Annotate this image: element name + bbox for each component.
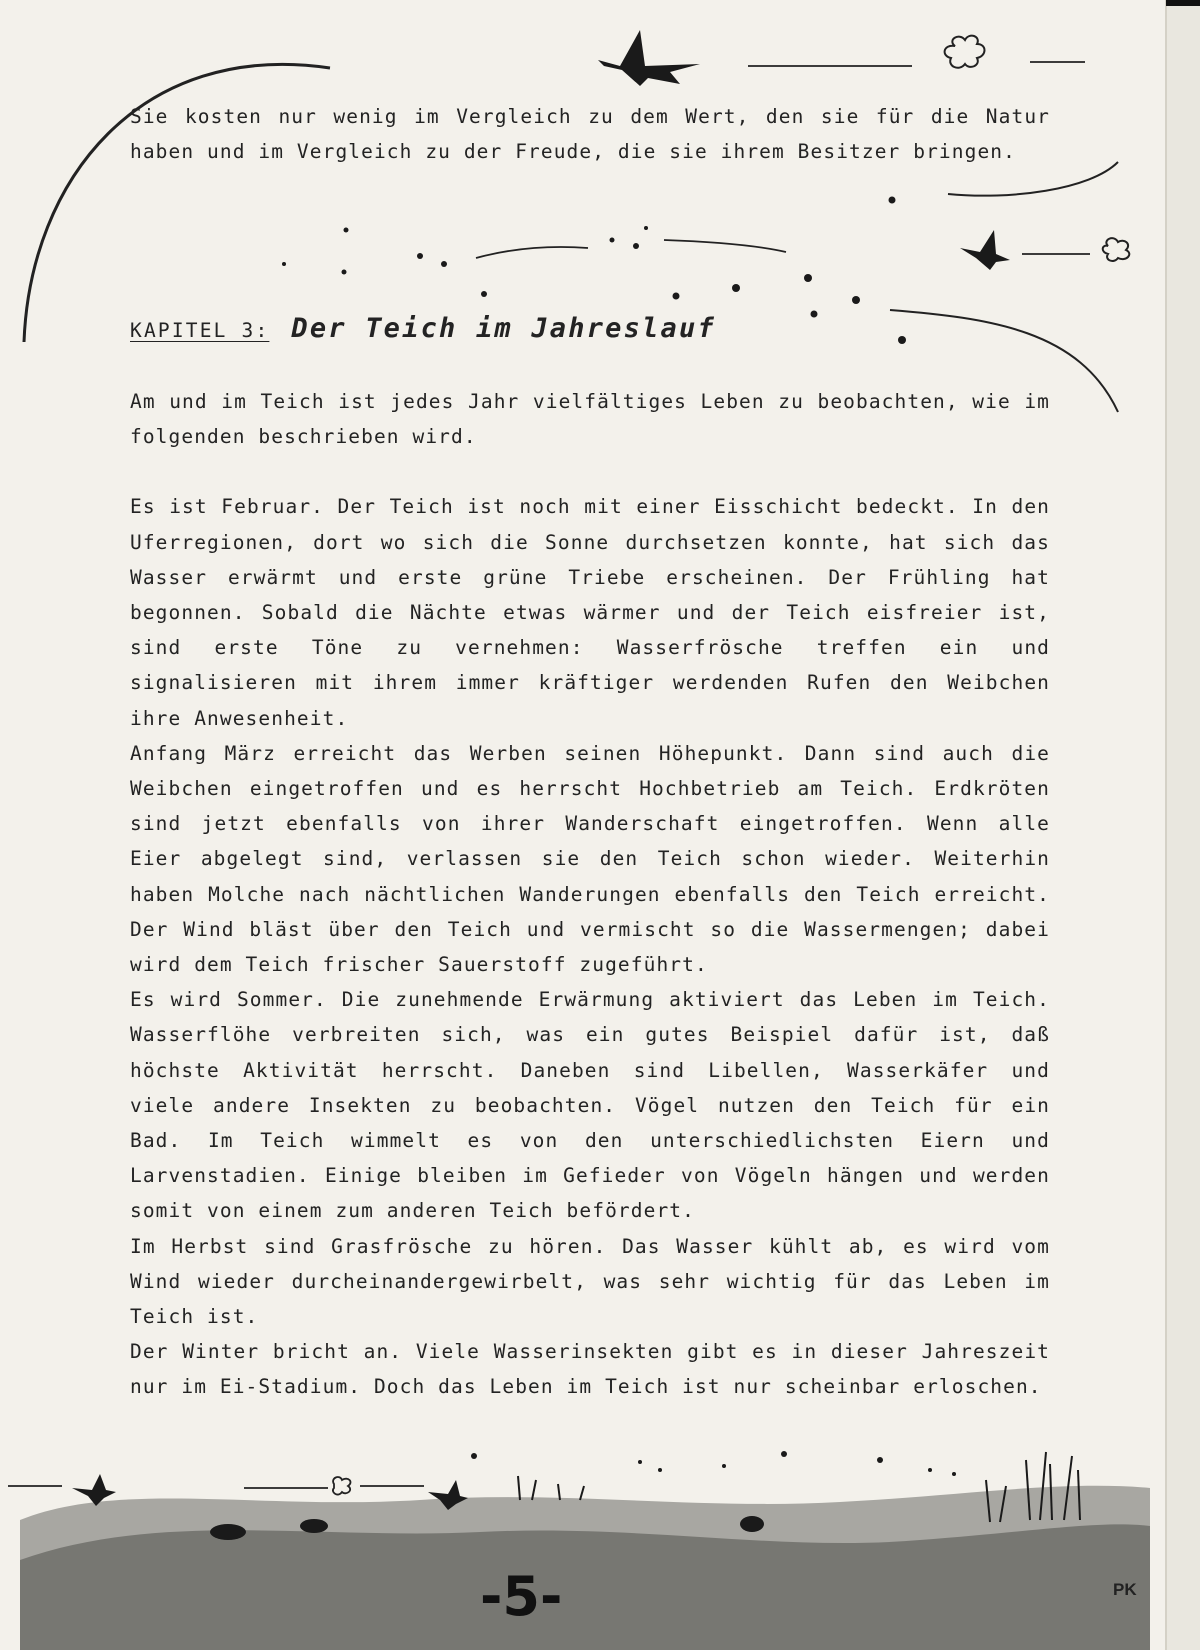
bird-icon	[598, 30, 700, 86]
bottom-illustration	[0, 1440, 1165, 1650]
body-text	[130, 384, 1050, 1405]
chapter-heading	[130, 313, 716, 344]
paragraph-intro: Am und im Teich ist jedes Jahr vielfältiges Leben zu beobachten, wie im folgenden beschrieben wird.	[130, 390, 1050, 449]
page-number: -5-	[480, 1565, 563, 1628]
paragraph-march: Anfang März erreicht das Werben seinen Höhepunkt. Dann sind auch die Weibchen eingetroffen und es herrscht Hochbetrieb am Teich. Erdkröten sind jetzt ebenfalls von ihrer Wanderschaft eingetroffen. Wenn alle Eier abgelegt sind, verlassen sie den Teich schon wieder. Weiterhin haben Molche nach nächtlichen Wanderungen ebenfalls den Teich erreicht. Der Wind bläst über den Teich und vermischt so die Wassermengen; dabei wird dem Teich frischer Sauerstoff zugeführt.	[130, 741, 1050, 977]
paragraph-gap	[130, 454, 1050, 489]
cloud-icon	[945, 36, 985, 68]
chapter-title: Der Teich im Jahreslauf	[291, 313, 716, 344]
artist-initials: PK	[1113, 1580, 1137, 1599]
cloud-icon	[1103, 238, 1130, 261]
paragraph-february: Es ist Februar. Der Teich ist noch mit einer Eisschicht bedeckt. In den Uferregionen, dort wo sich die Sonne durchsetzen konnte, hat sich das Wasser erwärmt und erste grüne Triebe erscheinen. Der Frühling hat begonnen. Sobald die Nächte etwas wärmer und der Teich eisfreier ist, sind erste Töne zu vernehmen: Wasserfrösche treffen ein und signalisieren mit ihrem immer kräftiger werdenden Rufen den Weibchen ihre Anwesenheit.	[130, 495, 1050, 730]
intro-text: Sie kosten nur wenig im Vergleich zu dem Wert, den sie für die Natur haben und im Vergleich zu der Freude, die sie ihrem Besitzer bringen.	[130, 105, 1050, 164]
scan-edge-mark	[1166, 0, 1200, 6]
insect-swarm	[471, 1451, 956, 1476]
paragraph-summer: Es wird Sommer. Die zunehmende Erwärmung aktiviert das Leben im Teich. Wasserflöhe verbreiten sich, was ein gutes Beispiel dafür ist, daß höchste Aktivität herrscht. Daneben sind Libellen, Wasserkäfer und viele andere Insekten zu beobachten. Vögel nutzen den Teich für ein Bad. Im Teich wimmelt es von den unterschiedlichsten Eiern und Larvenstadien. Einige bleiben im Gefieder von Vögeln hängen und werden somit von einem zum anderen Teich befördert.	[130, 988, 1050, 1223]
bird-icon	[960, 230, 1010, 270]
pond-water	[20, 1524, 1150, 1650]
chapter-label: KAPITEL 3:	[130, 319, 270, 342]
cloud-icon	[333, 1477, 351, 1495]
paragraph-autumn: Im Herbst sind Grasfrösche zu hören. Das Wasser kühlt ab, es wird vom Wind wieder durcheinandergewirbelt, was sehr wichtig für das Leben im Teich ist.	[130, 1234, 1050, 1329]
top-illustration	[0, 0, 1165, 420]
intro-paragraph	[130, 99, 1050, 169]
paragraph-winter: Der Winter bricht an. Viele Wasserinsekten gibt es in dieser Jahreszeit nur im Ei-Stadium. Doch das Leben im Teich ist nur scheinbar erloschen.	[130, 1340, 1050, 1399]
